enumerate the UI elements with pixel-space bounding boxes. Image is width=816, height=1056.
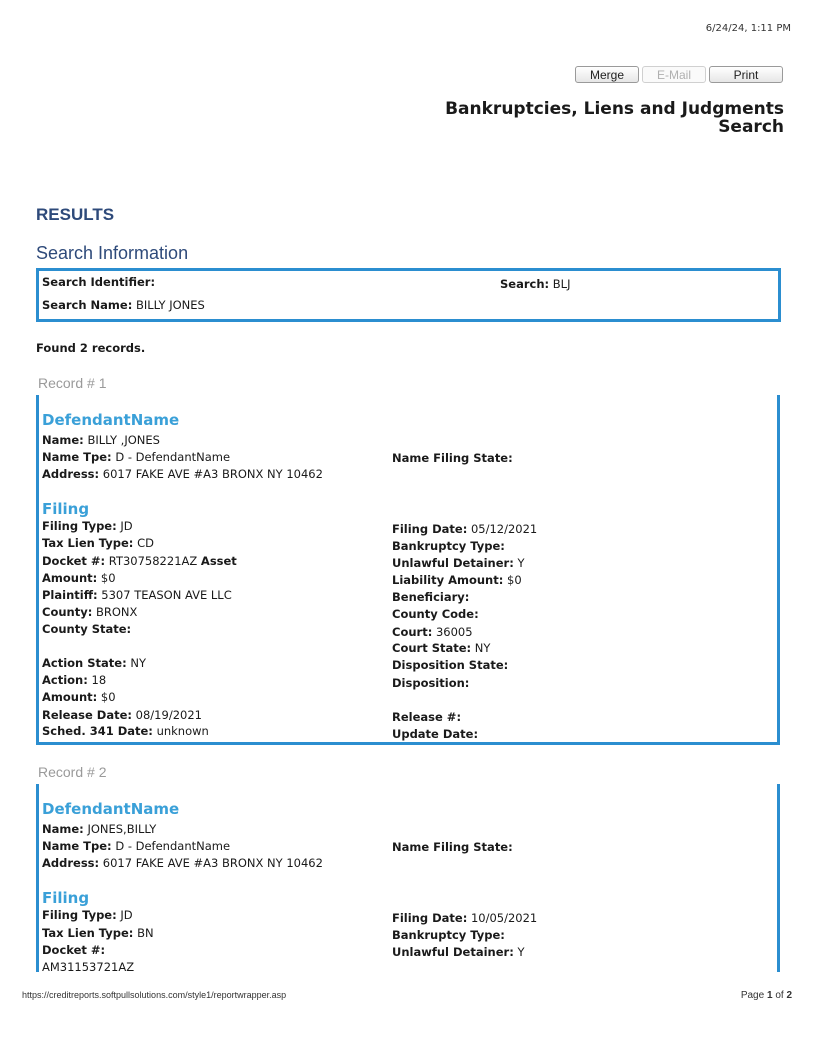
search-name [42, 298, 205, 312]
print-button[interactable]: Print [709, 66, 783, 83]
field-label: Amount: [42, 690, 98, 704]
field-label: Bankruptcy Type: [392, 539, 505, 553]
record-1-tax-lien-type [42, 536, 154, 550]
record-2-docket-label [42, 943, 105, 957]
field-label: Filing Date: [392, 522, 468, 536]
record-2-border-right [777, 784, 780, 972]
field-label: Filing Date: [392, 911, 468, 925]
field-value: BN [137, 926, 154, 940]
record-1-county [42, 605, 137, 619]
field-value: $0 [100, 571, 116, 585]
field-value: $0 [507, 573, 522, 587]
record-2-heading: Record # 2 [38, 764, 107, 780]
field-label: Filing Type: [42, 519, 117, 533]
search-info-heading: Search Information [36, 243, 189, 263]
field-label: Filing Type: [42, 908, 117, 922]
field-value: 5307 TEASON AVE LLC [101, 588, 232, 602]
record-1-liability-amount [392, 573, 522, 587]
field-value: unknown [156, 724, 209, 738]
search-name-label: Search Name: [42, 298, 133, 312]
record-1-plaintiff [42, 588, 232, 602]
field-label: County Code: [392, 607, 479, 621]
field-label: Unlawful Detainer: [392, 556, 514, 570]
page-prefix: Page [740, 990, 765, 1001]
record-1-beneficiary [392, 590, 469, 604]
record-1-court [392, 625, 473, 639]
record-1-amount-2 [42, 690, 116, 704]
field-label: Update Date: [392, 727, 479, 741]
record-1-name-type [42, 450, 230, 464]
field-label: Beneficiary: [392, 590, 470, 604]
field-label: Amount: [42, 571, 98, 585]
field-label: Court State: [392, 641, 472, 655]
field-label: Disposition: [392, 676, 470, 690]
field-label: Name Tpe: [42, 839, 112, 853]
page-title [445, 100, 784, 136]
record-1-filing-type [42, 519, 133, 533]
field-label: Docket #: [42, 554, 106, 568]
record-1-amount [42, 571, 116, 585]
field-value: NY [130, 656, 146, 670]
field-label: Plaintiff: [42, 588, 98, 602]
record-1-action-state [42, 656, 146, 670]
page-current: 1 [766, 990, 773, 1001]
field-value: 10/05/2021 [470, 911, 538, 925]
record-2-unlawful-detainer [392, 945, 524, 959]
field-value: D - DefendantName [115, 839, 231, 853]
record-2-address [42, 856, 323, 870]
record-2-name [42, 822, 156, 836]
field-value: 18 [91, 673, 107, 687]
field-label: Release #: [392, 710, 462, 724]
record-1-county-code [392, 607, 479, 621]
record-1-border-right [777, 395, 780, 745]
field-label: County: [42, 605, 93, 619]
page-of: of [775, 990, 784, 1001]
results-heading: RESULTS [36, 205, 115, 224]
record-1-docket [42, 554, 237, 568]
record-1-heading: Record # 1 [38, 375, 107, 391]
record-2-docket-value: AM31153721AZ [42, 960, 135, 974]
field-value: RT30758221AZ [108, 554, 198, 568]
field-label: Name: [42, 433, 84, 447]
merge-button[interactable]: Merge [575, 66, 639, 83]
email-button[interactable]: E-Mail [642, 66, 706, 83]
search-identifier-label: Search Identifier: [42, 275, 156, 289]
field-label: Asset [200, 554, 237, 568]
field-value: JD [120, 908, 133, 922]
field-label: Court: [392, 625, 433, 639]
page-indicator [741, 990, 792, 1001]
field-value: Y [517, 556, 525, 570]
record-2-name-type [42, 839, 230, 853]
search-type [500, 277, 570, 291]
field-value: 08/19/2021 [135, 708, 202, 722]
field-label: Name Filing State: [392, 451, 513, 465]
field-label: Address: [42, 467, 100, 481]
record-1-action [42, 673, 106, 687]
page-total: 2 [786, 990, 792, 1001]
field-value: BRONX [95, 605, 138, 619]
record-2-filing-heading: Filing [42, 889, 90, 907]
record-1-update-date [392, 727, 478, 741]
record-1-filing-date [392, 522, 537, 536]
field-label: Unlawful Detainer: [392, 945, 514, 959]
record-2-name-filing-state [392, 840, 513, 854]
field-label: Name: [42, 822, 84, 836]
record-2-border-left [36, 784, 39, 972]
field-value: BILLY ,JONES [87, 433, 160, 447]
field-value: JONES,BILLY [87, 822, 157, 836]
record-1-border-bottom [36, 742, 780, 745]
record-1-county-state [42, 622, 131, 636]
record-1-release-date [42, 708, 202, 722]
record-2-tax-lien-type [42, 926, 154, 940]
search-type-value: BLJ [552, 277, 571, 291]
record-2-filing-type [42, 908, 133, 922]
print-timestamp: 6/24/24, 1:11 PM [705, 23, 791, 34]
page-title-line1: Bankruptcies, Liens and Judgments [445, 99, 784, 119]
field-value: JD [120, 519, 133, 533]
record-1-court-state [392, 641, 490, 655]
record-1-disposition [392, 676, 469, 690]
field-value: 36005 [435, 625, 473, 639]
record-2-filing-date [392, 911, 537, 925]
field-label: Tax Lien Type: [42, 926, 134, 940]
record-2-defendant-heading: DefendantName [42, 800, 180, 818]
record-1-name [42, 433, 160, 447]
field-value: $0 [100, 690, 116, 704]
record-1-release-number [392, 710, 461, 724]
footer-url: https://creditreports.softpullsolutions.com/style1/reportwrapper.asp [22, 990, 287, 1000]
field-label: Bankruptcy Type: [392, 928, 505, 942]
record-1-unlawful-detainer [392, 556, 524, 570]
page-title-line2: Search [718, 117, 784, 137]
field-label: Name Filing State: [392, 840, 513, 854]
record-1-disposition-state [392, 658, 508, 672]
search-type-label: Search: [500, 277, 550, 291]
field-label: Action: [42, 673, 88, 687]
record-1-border-left [36, 395, 39, 745]
record-1-defendant-heading: DefendantName [42, 411, 180, 429]
field-label: County State: [42, 622, 132, 636]
field-value: Y [517, 945, 525, 959]
field-label: Disposition State: [392, 658, 509, 672]
records-found-count: Found 2 records. [36, 341, 146, 355]
field-label: Docket #: [42, 943, 106, 957]
field-value: 6017 FAKE AVE #A3 BRONX NY 10462 [102, 467, 323, 481]
record-1-bankruptcy-type [392, 539, 505, 553]
field-value: D - DefendantName [115, 450, 231, 464]
field-value: 05/12/2021 [470, 522, 538, 536]
search-name-value: BILLY JONES [135, 298, 205, 312]
field-label: Address: [42, 856, 100, 870]
field-label: Liability Amount: [392, 573, 504, 587]
record-1-address [42, 467, 323, 481]
record-2-bankruptcy-type [392, 928, 505, 942]
record-1-filing-heading: Filing [42, 500, 90, 518]
field-label: Tax Lien Type: [42, 536, 134, 550]
record-1-sched-341-date [42, 724, 209, 738]
report-toolbar [575, 66, 783, 83]
search-identifier [42, 275, 155, 289]
field-value: NY [474, 641, 491, 655]
field-label: Name Tpe: [42, 450, 112, 464]
field-value: 6017 FAKE AVE #A3 BRONX NY 10462 [102, 856, 323, 870]
record-1-name-filing-state [392, 451, 513, 465]
field-label: Release Date: [42, 708, 133, 722]
field-label: Action State: [42, 656, 127, 670]
field-value: CD [137, 536, 154, 550]
field-label: Sched. 341 Date: [42, 724, 153, 738]
